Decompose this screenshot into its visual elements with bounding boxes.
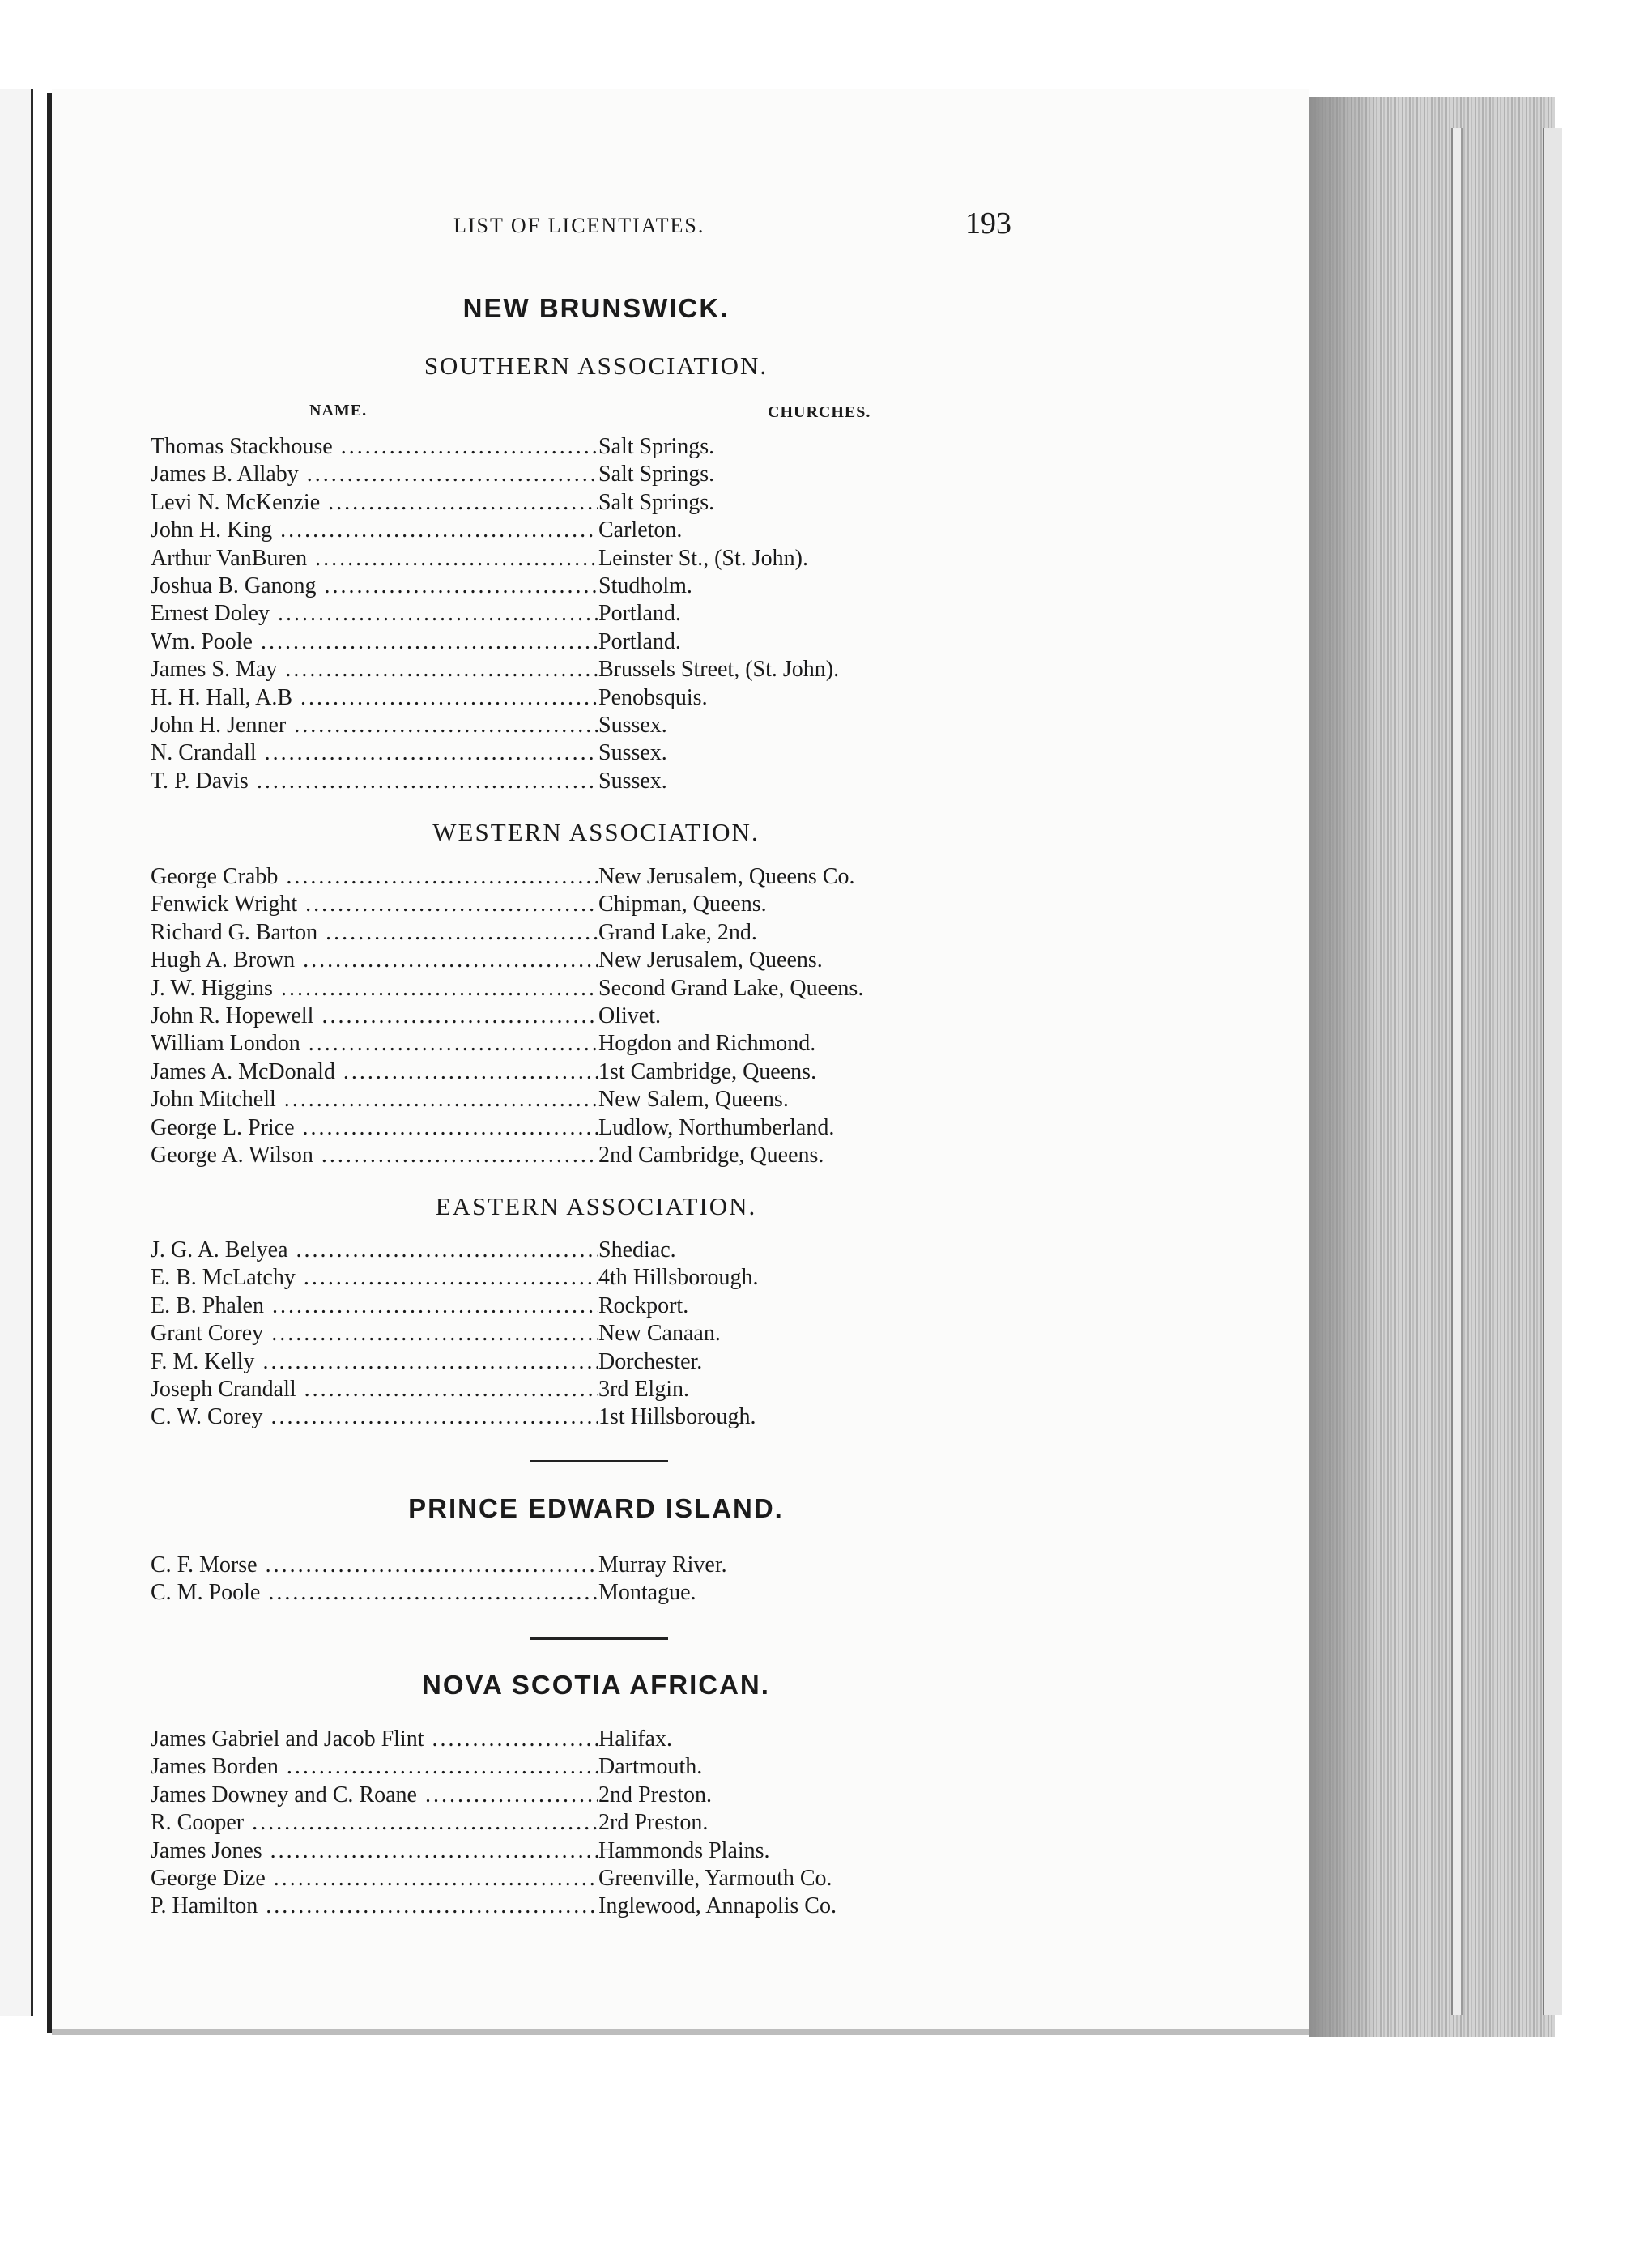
- list-item: [151, 1552, 1041, 1579]
- licentiate-name: Levi N. McKenzie .....: [151, 489, 598, 517]
- church-name: Studholm.: [598, 573, 692, 598]
- church-name: 2nd Preston.: [598, 1782, 712, 1807]
- list-item: [151, 1726, 1041, 1753]
- list-item: [151, 863, 1041, 891]
- column-header-name: NAME.: [309, 402, 368, 419]
- church-name: Chipman, Queens.: [598, 892, 767, 918]
- church-name: Penobsquis.: [598, 684, 708, 710]
- list-item: [151, 600, 1041, 628]
- section-title-new-brunswick: NEW BRUNSWICK.: [462, 293, 730, 323]
- list-item: [151, 1030, 1041, 1058]
- licentiate-name: John H. Jenner .....: [151, 712, 598, 739]
- list-item: [151, 1114, 1041, 1142]
- church-name: Montague.: [598, 1580, 696, 1606]
- church-name: Portland.: [598, 601, 681, 627]
- church-name: Sussex.: [598, 740, 667, 766]
- list-item: [151, 712, 1041, 739]
- licentiate-name: H. H. Hall, A.B .....: [151, 684, 598, 712]
- list-item: [151, 517, 1041, 544]
- church-name: Carleton.: [598, 517, 683, 543]
- licentiate-name: Joseph Crandall .....: [151, 1376, 598, 1403]
- prince-edward-island-list: [151, 1552, 1041, 1607]
- western-association-list: [151, 863, 1041, 1169]
- list-item: [151, 1142, 1041, 1169]
- association-title-eastern: EASTERN ASSOCIATION.: [435, 1192, 757, 1220]
- licentiate-name: Wm. Poole .....: [151, 628, 598, 656]
- list-item: [151, 1753, 1041, 1781]
- church-name: Dartmouth.: [598, 1754, 703, 1780]
- licentiate-name: William London .....: [151, 1030, 598, 1058]
- section-divider: [530, 1460, 668, 1462]
- church-name: 1st Cambridge, Queens.: [598, 1058, 817, 1084]
- list-item: [151, 1809, 1041, 1837]
- licentiate-name: George L. Price .....: [151, 1114, 598, 1142]
- nova-scotia-african-list: [151, 1726, 1041, 1921]
- list-item: [151, 1003, 1041, 1030]
- church-name: Greenville, Yarmouth Co.: [598, 1865, 832, 1891]
- section-title-prince-edward-island: PRINCE EDWARD ISLAND.: [408, 1493, 784, 1523]
- church-name: Portland.: [598, 628, 681, 654]
- list-item: [151, 1376, 1041, 1403]
- licentiate-name: James A. McDonald .....: [151, 1058, 598, 1086]
- licentiate-name: John H. King .....: [151, 517, 598, 544]
- list-item: [151, 1086, 1041, 1113]
- licentiate-name: P. Hamilton .....: [151, 1892, 598, 1920]
- association-title-southern: SOUTHERN ASSOCIATION.: [424, 351, 769, 380]
- church-name: Sussex.: [598, 768, 667, 794]
- list-item: [151, 628, 1041, 656]
- licentiate-name: J. G. A. Belyea .....: [151, 1237, 598, 1264]
- list-item: [151, 975, 1041, 1003]
- church-name: Ludlow, Northumberland.: [598, 1114, 835, 1140]
- church-name: 4th Hillsborough.: [598, 1265, 759, 1291]
- list-item: [151, 891, 1041, 918]
- list-item: [151, 573, 1041, 600]
- list-item: [151, 489, 1041, 517]
- licentiate-name: James Jones .....: [151, 1837, 598, 1865]
- church-name: Hammonds Plains.: [598, 1837, 770, 1863]
- licentiate-name: Fenwick Wright .....: [151, 891, 598, 918]
- licentiate-name: George Crabb .....: [151, 863, 598, 891]
- licentiate-name: F. M. Kelly .....: [151, 1348, 598, 1376]
- licentiate-name: James Gabriel and Jacob Flint .....: [151, 1726, 598, 1753]
- licentiate-name: Hugh A. Brown .....: [151, 947, 598, 974]
- church-name: Murray River.: [598, 1552, 727, 1577]
- licentiate-name: James B. Allaby .....: [151, 461, 598, 488]
- licentiate-name: R. Cooper .....: [151, 1809, 598, 1837]
- licentiate-name: E. B. Phalen .....: [151, 1292, 598, 1320]
- list-item: [151, 1403, 1041, 1431]
- list-item: [151, 1237, 1041, 1264]
- section-title-nova-scotia-african: NOVA SCOTIA AFRICAN.: [422, 1670, 770, 1700]
- church-name: 1st Hillsborough.: [598, 1404, 756, 1430]
- licentiate-name: Arthur VanBuren .....: [151, 545, 598, 573]
- licentiate-name: N. Crandall .....: [151, 739, 598, 767]
- licentiate-name: George Dize .....: [151, 1865, 598, 1892]
- list-item: [151, 684, 1041, 712]
- church-name: New Jerusalem, Queens.: [598, 947, 823, 973]
- list-item: [151, 1348, 1041, 1376]
- licentiate-name: James Borden .....: [151, 1753, 598, 1781]
- licentiate-name: E. B. McLatchy .....: [151, 1264, 598, 1292]
- church-name: Inglewood, Annapolis Co.: [598, 1893, 837, 1919]
- church-name: Halifax.: [598, 1726, 672, 1752]
- licentiate-name: T. P. Davis .....: [151, 768, 598, 795]
- list-item: [151, 1782, 1041, 1809]
- church-name: Leinster St., (St. John).: [598, 545, 808, 571]
- licentiate-name: J. W. Higgins .....: [151, 975, 598, 1003]
- page-number: 193: [965, 206, 1011, 241]
- list-item: [151, 545, 1041, 573]
- licentiate-name: George A. Wilson .....: [151, 1142, 598, 1169]
- licentiate-name: C. W. Corey .....: [151, 1403, 598, 1431]
- section-divider: [530, 1637, 668, 1640]
- church-name: 3rd Elgin.: [598, 1376, 689, 1402]
- church-name: Second Grand Lake, Queens.: [598, 975, 864, 1001]
- list-item: [151, 739, 1041, 767]
- church-name: New Canaan.: [598, 1321, 721, 1347]
- licentiate-name: Richard G. Barton .....: [151, 919, 598, 947]
- church-name: 2rd Preston.: [598, 1810, 709, 1836]
- church-name: Rockport.: [598, 1292, 689, 1318]
- church-name: Brussels Street, (St. John).: [598, 657, 840, 683]
- list-item: [151, 768, 1041, 795]
- eastern-association-list: [151, 1237, 1041, 1432]
- licentiate-name: Ernest Doley .....: [151, 600, 598, 628]
- church-name: Grand Lake, 2nd.: [598, 919, 757, 945]
- church-name: Salt Springs.: [598, 489, 715, 515]
- list-item: [151, 1320, 1041, 1348]
- church-name: Hogdon and Richmond.: [598, 1031, 816, 1057]
- licentiate-name: James Downey and C. Roane .....: [151, 1782, 598, 1809]
- church-name: Olivet.: [598, 1003, 661, 1028]
- licentiate-name: John Mitchell .....: [151, 1086, 598, 1113]
- licentiate-name: Grant Corey .....: [151, 1320, 598, 1348]
- list-item: [151, 1892, 1041, 1920]
- list-item: [151, 656, 1041, 683]
- church-name: Shediac.: [598, 1237, 676, 1262]
- church-name: Salt Springs.: [598, 434, 715, 459]
- list-item: [151, 433, 1041, 461]
- list-item: [151, 461, 1041, 488]
- list-item: [151, 1837, 1041, 1865]
- column-header-churches: CHURCHES.: [768, 403, 871, 421]
- list-item: [151, 1264, 1041, 1292]
- licentiate-name: C. F. Morse .....: [151, 1552, 598, 1579]
- licentiate-name: Thomas Stackhouse .....: [151, 433, 598, 461]
- licentiate-name: C. M. Poole .....: [151, 1579, 598, 1607]
- list-item: [151, 1058, 1041, 1086]
- list-item: [151, 1579, 1041, 1607]
- church-name: New Jerusalem, Queens Co.: [598, 864, 855, 889]
- licentiate-name: Joshua B. Ganong .....: [151, 573, 598, 600]
- church-name: Salt Springs.: [598, 462, 715, 487]
- southern-association-list: [151, 433, 1041, 795]
- running-head: LIST OF LICENTIATES.: [453, 214, 705, 237]
- list-item: [151, 1865, 1041, 1892]
- church-name: 2nd Cambridge, Queens.: [598, 1142, 824, 1168]
- list-item: [151, 919, 1041, 947]
- licentiate-name: John R. Hopewell .....: [151, 1003, 598, 1030]
- association-title-western: WESTERN ASSOCIATION.: [432, 818, 760, 846]
- church-name: Dorchester.: [598, 1348, 703, 1374]
- church-name: New Salem, Queens.: [598, 1087, 789, 1113]
- list-item: [151, 947, 1041, 974]
- licentiate-name: James S. May .....: [151, 656, 598, 683]
- list-item: [151, 1292, 1041, 1320]
- church-name: Sussex.: [598, 712, 667, 738]
